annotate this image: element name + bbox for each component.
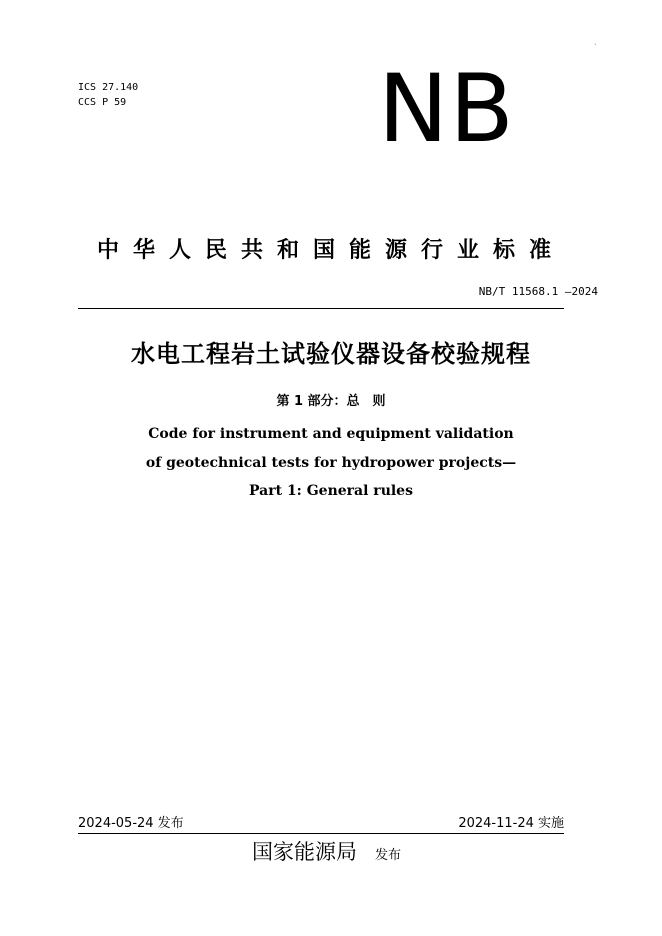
standard-number: NB/T 11568.1 —2024	[478, 285, 598, 298]
ccs-code: CCS P 59	[78, 97, 127, 108]
title-en-line-3: Part 1: General rules	[249, 483, 413, 499]
title-en-line-1: Code for instrument and equipment validation	[148, 426, 514, 442]
industry-standard-heading: 中华人民共和国能源行业标准	[96, 238, 565, 263]
implementation-date: 2024-11-24 实施	[458, 816, 564, 831]
nb-logo: NB	[378, 55, 515, 164]
issue-date: 2024-05-24 发布	[78, 816, 184, 831]
part-title-zh: 第 1 部分：总 则	[276, 394, 386, 409]
document-title-zh: 水电工程岩土试验仪器设备校验规程	[131, 340, 531, 368]
issuer	[252, 838, 401, 866]
issuer-action: 发布	[375, 848, 402, 863]
ics-code: ICS 27.140	[78, 82, 139, 93]
footer-divider	[78, 833, 564, 834]
issuer-name: 国家能源局	[252, 840, 357, 864]
header-divider	[78, 308, 564, 309]
corner-mark: `	[594, 44, 597, 51]
document-title-en	[0, 420, 662, 506]
title-en-line-2: of geotechnical tests for hydropower projects—	[145, 454, 517, 471]
classification-codes	[78, 80, 138, 110]
